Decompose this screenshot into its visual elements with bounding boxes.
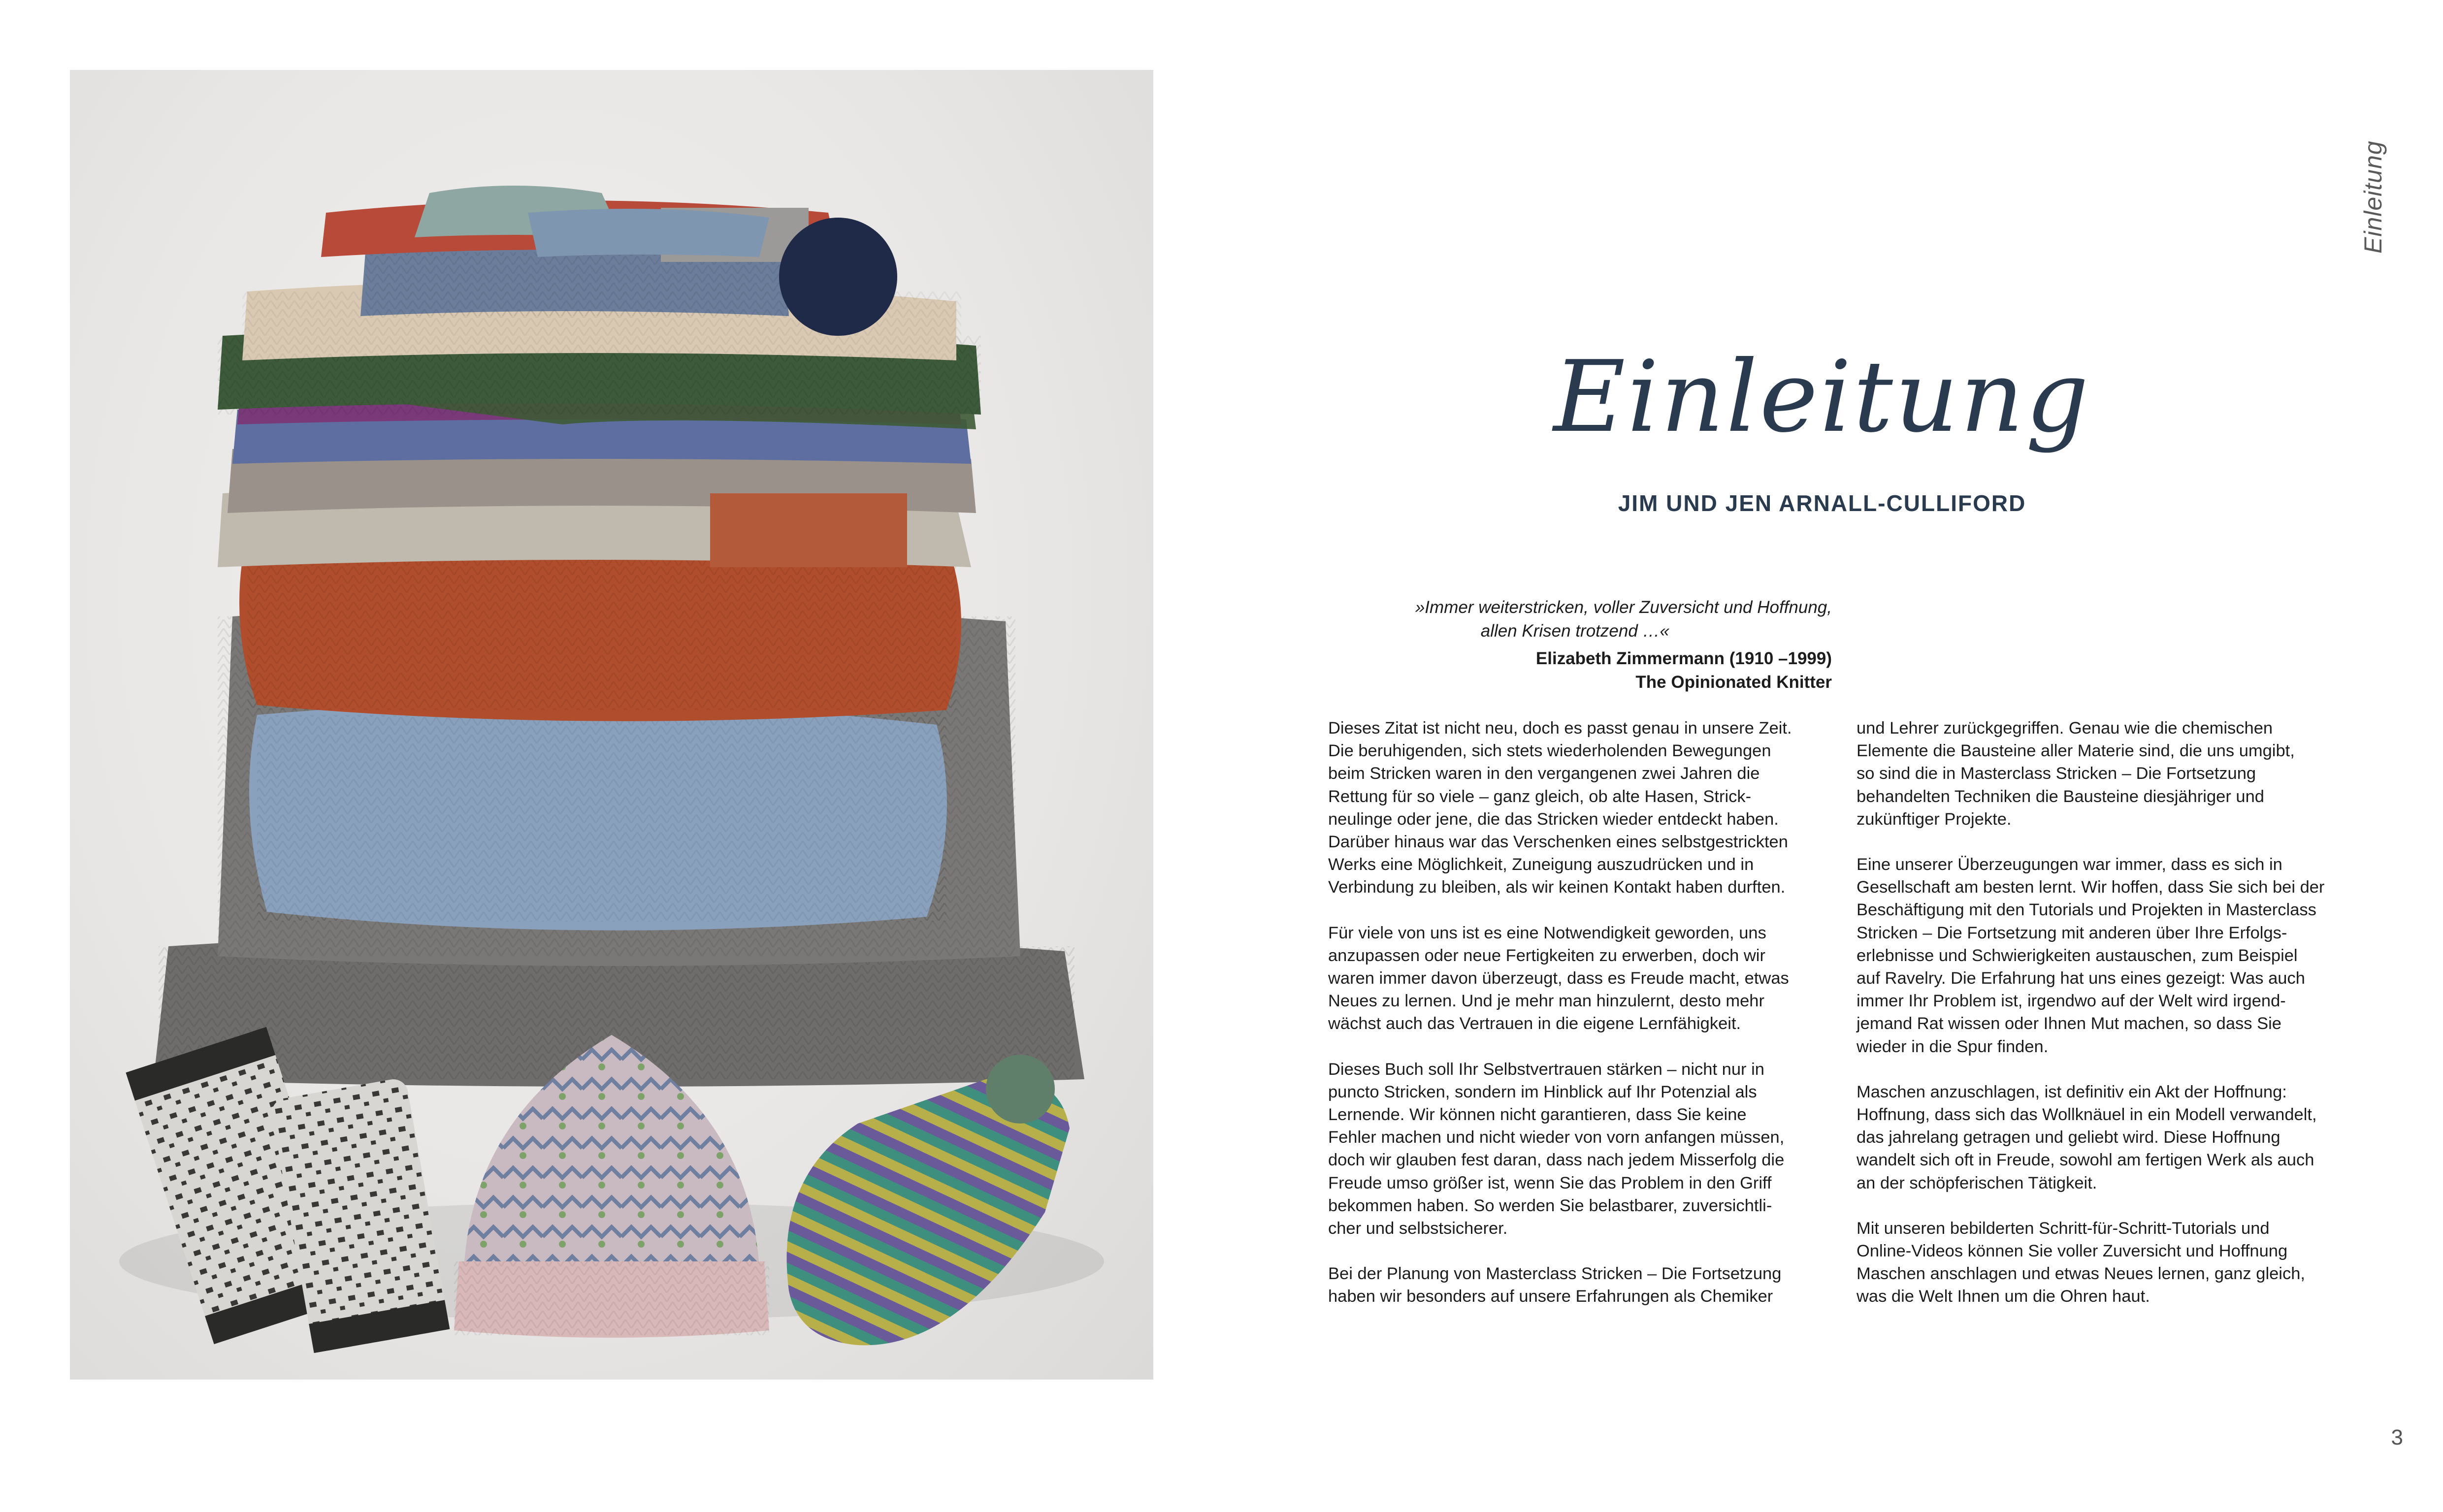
body-text-line: Bei der Planung von Masterclass Stricken – Die Fortsetzung [1328,1264,1782,1284]
body-paragraph [1328,1262,1835,1308]
body-text-line: Elemente die Bausteine aller Materie sind, die uns umgibt, [1857,741,2295,761]
body-text-line: cher und selbstsicherer. [1328,1219,1508,1238]
body-paragraph [1857,853,2364,1058]
body-text-line: wandelt sich oft in Freude, sowohl am fertigen Werk als auch [1857,1151,2314,1170]
body-text-line: Dieses Zitat ist nicht neu, doch es passt genau in unsere Zeit. [1328,719,1792,738]
chapter-title: Einleitung [1553,340,2091,454]
body-paragraph [1857,717,2364,831]
epigraph-attribution-source: The Opinionated Knitter [1635,673,1832,692]
epigraph-line: »Immer weiterstricken, voller Zuversicht und Hoffnung, [1415,598,1832,617]
body-text-line: Beschäftigung mit den Tutorials und Projekten in Masterclass [1857,901,2316,920]
chapter-authors: JIM UND JEN ARNALL-CULLIFORD [1618,490,2026,516]
epigraph-line: allen Krisen trotzend …« [1480,621,1669,641]
body-text-line: Verbindung zu bleiben, als wir keinen Kontakt haben durften. [1328,878,1786,897]
body-text-line: Neues zu lernen. Und je mehr man hinzulernt, desto mehr [1328,992,1764,1011]
body-text-line: Maschen anzuschlagen, ist definitiv ein Akt der Hoffnung: [1857,1082,2287,1101]
body-text-line: Rettung für so viele – ganz gleich, ob alte Hasen, Strick- [1328,787,1752,806]
body-text-line: Gesellschaft am besten lernt. Wir hoffen, dass Sie sich bei der [1857,878,2325,897]
body-text-line: anzupassen oder neue Fertigkeiten zu erwerben, doch wir [1328,946,1765,965]
body-text-line: an der schöpferischen Tätigkeit. [1857,1173,2097,1192]
running-header: Einleitung [2359,140,2387,254]
body-text-line: jemand Rat wissen oder Ihnen Mut machen, so dass Sie [1857,1014,2281,1033]
body-text-line: Dieses Buch soll Ihr Selbstvertrauen stärken – nicht nur in [1328,1060,1764,1079]
epigraph-attribution-name: Elizabeth Zimmermann (1910 –1999) [1535,649,1832,668]
body-text-line: behandelten Techniken die Bausteine diesjähriger und [1857,787,2264,806]
body-text-line: Lernende. Wir können nicht garantieren, dass Sie keine [1328,1105,1747,1125]
body-text-line: Eine unserer Überzeugungen war immer, dass es sich in [1857,855,2282,874]
body-text-line: Fehler machen und nicht wieder von vorn anfangen müssen, [1328,1128,1785,1147]
body-text-line: Online-Videos können Sie voller Zuversicht und Hoffnung [1857,1242,2288,1261]
body-paragraph [1328,1058,1835,1240]
body-text-line: Freude umso größer ist, wenn Sie das Problem in den Griff [1328,1173,1772,1192]
body-text-line: Die beruhigenden, sich stets wiederholenden Bewegungen [1328,741,1771,761]
body-text-line: beim Stricken waren in den vergangenen zwei Jahren die [1328,764,1760,783]
body-text-line: erlebnisse und Schwierigkeiten austauschen, zum Beispiel [1857,946,2298,965]
body-column-right [1857,717,2364,1331]
body-text-line: auf Ravelry. Die Erfahrung hat uns eines gezeigt: Was auch [1857,969,2305,988]
body-paragraph [1857,1081,2364,1194]
body-text-line: das jahrelang getragen und geliebt wird. Diese Hoffnung [1857,1128,2280,1147]
body-text-line: doch wir glauben fest daran, dass nach jedem Misserfolg die [1328,1151,1785,1170]
body-text-line: waren immer davon überzeugt, dass es Freude macht, etwas [1328,969,1789,988]
body-text-line: was die Welt Ihnen um die Ohren haut. [1857,1287,2150,1306]
body-paragraph [1328,922,1835,1035]
body-text-line: so sind die in Masterclass Stricken – Die Fortsetzung [1857,764,2256,783]
body-paragraph [1857,1217,2364,1308]
body-text-line: haben wir besonders auf unsere Erfahrungen als Chemiker [1328,1287,1773,1306]
body-column-left [1328,717,1835,1331]
body-text-line: Hoffnung, dass sich das Wollknäuel in ein Modell verwandelt, [1857,1105,2317,1125]
page-number: 3 [2391,1425,2403,1449]
body-text-line: zukünftiger Projekte. [1857,809,2012,829]
body-text-line: Maschen anschlagen und etwas Neues lernen, ganz gleich, [1857,1264,2305,1284]
body-text-line: Werks eine Möglichkeit, Zuneigung auszudrücken und in [1328,855,1754,874]
body-text-line: Darüber hinaus war das Verschenken eines selbstgestrickten [1328,833,1788,852]
body-text-line: und Lehrer zurückgegriffen. Genau wie die chemischen [1857,719,2273,738]
knitwear-photo [70,70,1153,1380]
body-text-line: puncto Stricken, sondern im Hinblick auf Ihr Potenzial als [1328,1082,1757,1101]
body-text-line: wieder in die Spur finden. [1857,1037,2049,1056]
body-text-line: neulinge oder jene, die das Stricken wieder entdeckt haben. [1328,809,1779,829]
body-text-line: wächst auch das Vertrauen in die eigene Lernfähigkeit. [1328,1014,1741,1033]
body-text-line: Stricken – Die Fortsetzung mit anderen über Ihre Erfolgs- [1857,923,2287,942]
body-paragraph [1328,717,1835,899]
epigraph [1330,596,1832,694]
body-text-line: bekommen haben. So werden Sie belastbarer, zuversichtli- [1328,1196,1772,1215]
body-text-line: immer Ihr Problem ist, irgendwo auf der Welt wird irgend- [1857,992,2286,1011]
body-text-line: Mit unseren bebilderten Schritt-für-Schritt-Tutorials und [1857,1219,2270,1238]
knitwear-stack-illustration [70,70,1153,1380]
body-text-line: Für viele von uns ist es eine Notwendigkeit geworden, uns [1328,923,1766,942]
